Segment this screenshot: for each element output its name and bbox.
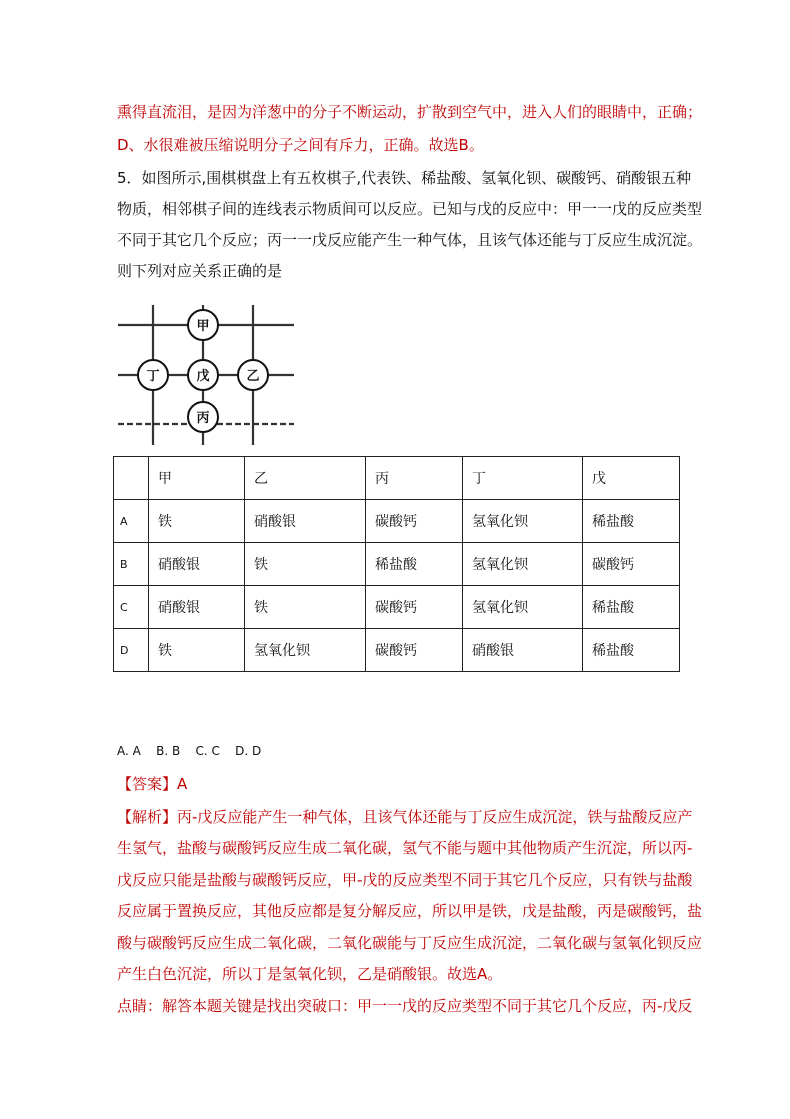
analysis-line-4: 反应属于置换反应，其他反应都是复分解反应，所以甲是铁，戊是盐酸，丙是碳酸钙，盐 [117,902,703,920]
table-header-cell: 甲 [149,457,245,500]
table-header-row [114,457,680,500]
table-cell: 氢氧化钡 [463,543,583,586]
table-cell: 铁 [245,586,366,629]
table-header-cell: 戊 [583,457,680,500]
table-cell: 氢氧化钡 [463,586,583,629]
table-header-cell: 丁 [463,457,583,500]
table-cell: 硝酸银 [149,543,245,586]
analysis-line-3: 戊反应只能是盐酸与碳酸钙反应，甲-戊的反应类型不同于其它几个反应，只有铁与盐酸 [117,871,693,889]
stone-label-top: 甲 [196,319,210,334]
table-header-cell: 乙 [245,457,366,500]
stone-label-bottom: 丙 [196,411,210,426]
analysis-line-6: 产生白色沉淀，所以丁是氢氧化钡，乙是硝酸银。故选A。 [117,965,503,983]
go-board-diagram [118,305,294,445]
table-cell: 稀盐酸 [583,500,680,543]
question-line-2: 物质，相邻棋子间的连线表示物质间可以反应。已知与戊的反应中：甲一一戊的反应类型 [117,200,703,218]
table-cell: 铁 [245,543,366,586]
table-cell: 硝酸银 [245,500,366,543]
question-line-3: 不同于其它几个反应；丙一一戊反应能产生一种气体，且该气体还能与丁反应生成沉淀。 [117,231,703,249]
answer-label: 【答案】A [117,775,188,793]
table-cell: 稀盐酸 [583,629,680,672]
table-cell: 硝酸银 [463,629,583,672]
tip-line: 点睛：解答本题关键是找出突破口：甲一一戊的反应类型不同于其它几个反应，丙-戊反 [117,997,693,1015]
table-row [114,543,680,586]
table-cell: 碳酸钙 [583,543,680,586]
table-cell: 碳酸钙 [366,629,463,672]
table-cell: 稀盐酸 [366,543,463,586]
table-cell: 铁 [149,500,245,543]
table-cell: C [114,586,149,629]
table-header-cell [114,457,149,500]
stone-label-right: 乙 [246,369,260,384]
table-cell: D [114,629,149,672]
table-cell: B [114,543,149,586]
table-row [114,500,680,543]
table-cell: A [114,500,149,543]
table-header-cell: 丙 [366,457,463,500]
answer-choices: A. A B. B C. C D. D [117,744,262,758]
table-cell: 铁 [149,629,245,672]
table-cell: 硝酸银 [149,586,245,629]
stone-label-center: 戊 [196,369,210,384]
table-cell: 氢氧化钡 [245,629,366,672]
table-cell: 稀盐酸 [583,586,680,629]
analysis-line-2: 生氢气，盐酸与碳酸钙反应生成二氧化碳，氢气不能与题中其他物质产生沉淀，所以丙- [117,839,693,857]
question-line-4: 则下列对应关系正确的是 [117,262,283,280]
stone-label-left: 丁 [146,369,160,384]
analysis-line-1: 【解析】丙-戊反应能产生一种气体，且该气体还能与丁反应生成沉淀，铁与盐酸反应产 [117,808,693,826]
table-cell: 碳酸钙 [366,500,463,543]
table-row [114,586,680,629]
question-line-1: 5．如图所示,围棋棋盘上有五枚棋子,代表铁、稀盐酸、氢氧化钡、碳酸钙、硝酸银五种 [117,169,692,187]
table-row [114,629,680,672]
table-cell: 碳酸钙 [366,586,463,629]
prev-explanation-line-1: 熏得直流泪，是因为洋葱中的分子不断运动，扩散到空气中，进入人们的眼睛中，正确； [117,103,703,121]
options-table [113,456,680,672]
analysis-line-5: 酸与碳酸钙反应生成二氧化碳，二氧化碳能与丁反应生成沉淀，二氧化碳与氢氧化钡反应 [117,934,703,952]
table-cell: 氢氧化钡 [463,500,583,543]
prev-explanation-line-2: D、水很难被压缩说明分子之间有斥力，正确。故选B。 [117,136,484,154]
